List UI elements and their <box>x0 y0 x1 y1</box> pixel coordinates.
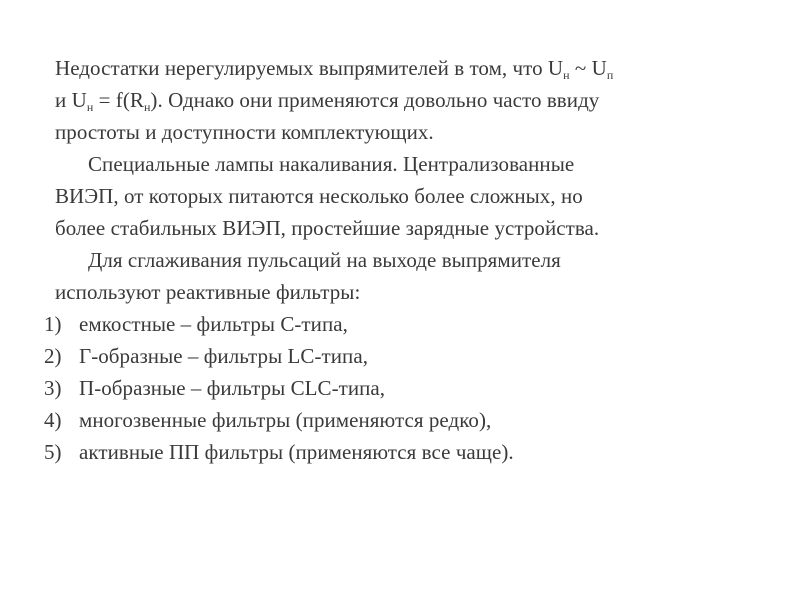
list-item-number: 3) <box>44 376 62 400</box>
paragraph-line: используют реактивные фильтры: <box>55 280 361 304</box>
filter-types-list <box>44 308 755 468</box>
subscript-n: н <box>563 68 570 82</box>
list-item-number: 1) <box>44 312 62 336</box>
list-item-text: П-образные – фильтры CLC-типа, <box>79 376 386 400</box>
paragraph-ripple-smoothing <box>55 244 755 308</box>
subscript-n: н <box>143 100 151 114</box>
list-item <box>44 436 755 468</box>
list-item-text: многозвенные фильтры (применяются редко), <box>79 408 492 432</box>
text-span: = f(R <box>93 88 144 112</box>
subscript-p: п <box>606 68 614 82</box>
text-span: и U <box>55 88 87 112</box>
list-item-number: 4) <box>44 408 62 432</box>
slide-body <box>44 52 755 468</box>
list-item-number: 2) <box>44 344 62 368</box>
list-item-text: активные ПП фильтры (применяются все чаще). <box>79 440 514 464</box>
text-span: ). Однако они применяются довольно часто ввиду <box>150 88 600 112</box>
paragraph-line <box>55 52 755 84</box>
list-item <box>44 372 755 404</box>
paragraph-rectifier-drawbacks <box>55 52 755 148</box>
list-item-text: емкостные – фильтры С-типа, <box>79 312 348 336</box>
paragraph-line: ВИЭП, от которых питаются несколько более сложных, но <box>55 184 583 208</box>
subscript-n: н <box>86 100 94 114</box>
text-span: ~ U <box>569 56 607 80</box>
paragraph-line: Для сглаживания пульсаций на выходе выпрямителя <box>88 248 561 272</box>
paragraph-line <box>55 84 755 116</box>
list-item <box>44 340 755 372</box>
list-item-text: Г-образные – фильтры LC-типа, <box>79 344 368 368</box>
paragraph-line: простоты и доступности комплектующих. <box>55 120 434 144</box>
paragraph-special-lamps <box>55 148 755 244</box>
paragraph-line: Специальные лампы накаливания. Централизованные <box>88 152 575 176</box>
list-item-number: 5) <box>44 440 62 464</box>
paragraph-line: более стабильных ВИЭП, простейшие зарядные устройства. <box>55 216 600 240</box>
list-item <box>44 404 755 436</box>
text-span: Недостатки нерегулируемых выпрямителей в том, что U <box>55 56 564 80</box>
list-item <box>44 308 755 340</box>
